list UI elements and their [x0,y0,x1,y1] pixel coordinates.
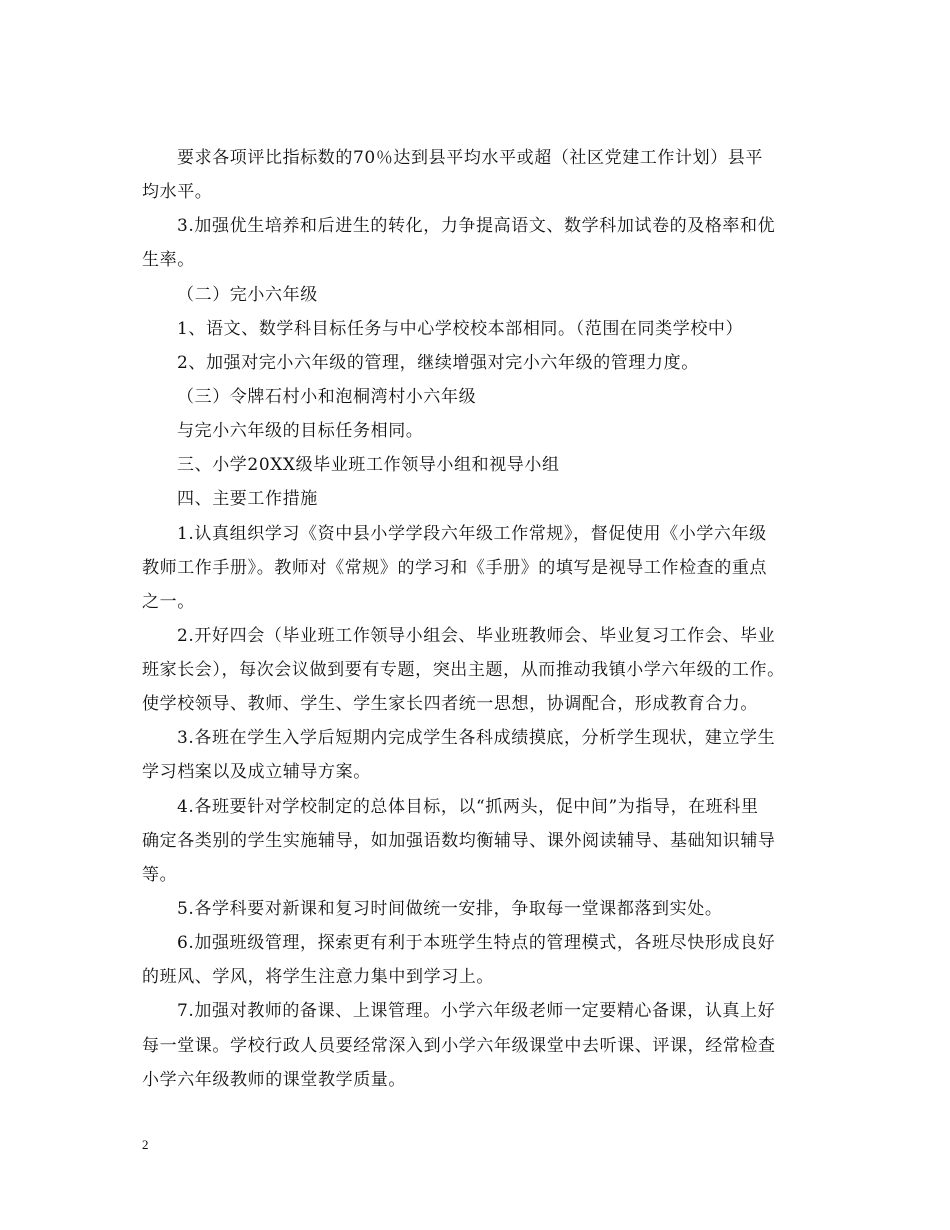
paragraph-line: 的班风、学风，将学生注意力集中到学习上。 [142,967,494,987]
section-heading: 四、主要工作措施 [177,489,318,509]
paragraph-line: 3.各班在学生入学后短期内完成学生各科成绩摸底，分析学生现状，建立学生 [177,728,776,748]
paragraph-line: 与完小六年级的目标任务相同。 [177,421,424,441]
paragraph-line: 使学校领导、教师、学生、学生家长四者统一思想，协调配合，形成教育合力。 [142,694,758,714]
paragraph-line: 班家长会），每次会议做到要有专题，突出主题，从而推动我镇小学六年级的工作。 [142,660,785,680]
paragraph-line: 小学六年级教师的课堂教学质量。 [142,1070,406,1090]
paragraph-line: 每一堂课。学校行政人员要经常深入到小学六年级课堂中去听课、评课，经常检查 [142,1036,776,1056]
paragraph-line: 2、加强对完小六年级的管理，继续增强对完小六年级的管理力度。 [177,353,699,373]
paragraph-line: 6.加强班级管理，探索更有利于本班学生特点的管理模式，各班尽快形成良好 [177,933,776,953]
paragraph-line: 等。 [142,865,178,885]
section-heading: 三、小学20XX级毕业班工作领导小组和视导小组 [177,455,560,475]
paragraph-line: 均水平。 [142,182,213,202]
paragraph-line: 3.加强优生培养和后进生的转化，力争提高语文、数学科加试卷的及格率和优 [177,216,776,236]
paragraph-line: 7.加强对教师的备课、上课管理。小学六年级老师一定要精心备课，认真上好 [177,1001,776,1021]
paragraph-line: 5.各学科要对新课和复习时间做统一安排，争取每一堂课都落到实处。 [177,899,723,919]
paragraph-line: 学习档案以及成立辅导方案。 [142,762,371,782]
paragraph-line: 1.认真组织学习《资中县小学学段六年级工作常规》，督促使用《小学六年级 [177,524,767,544]
paragraph-line: 生率。 [142,250,195,270]
paragraph-line: 之一。 [142,592,195,612]
paragraph-line: 2.开好四会（毕业班工作领导小组会、毕业班教师会、毕业复习工作会、毕业 [177,626,776,646]
paragraph-line: 要求各项评比指标数的70％达到县平均水平或超（社区党建工作计划）县平 [177,148,764,168]
section-heading: （二）完小六年级 [177,285,318,305]
paragraph-line: 确定各类别的学生实施辅导，如加强语数均衡辅导、课外阅读辅导、基础知识辅导 [142,831,776,851]
page-number: 2 [142,1137,149,1152]
paragraph-line: 1、语文、数学科目标任务与中心学校校本部相同。（范围在同类学校中） [177,319,744,339]
section-heading: （三）令牌石村小和泡桐湾村小六年级 [177,387,477,407]
paragraph-line: 教师工作手册》。教师对《常规》的学习和《手册》的填写是视导工作检查的重点 [142,558,768,578]
paragraph-line: 4.各班要针对学校制定的总体目标，以“抓两头，促中间”为指导，在班科里 [177,797,759,817]
